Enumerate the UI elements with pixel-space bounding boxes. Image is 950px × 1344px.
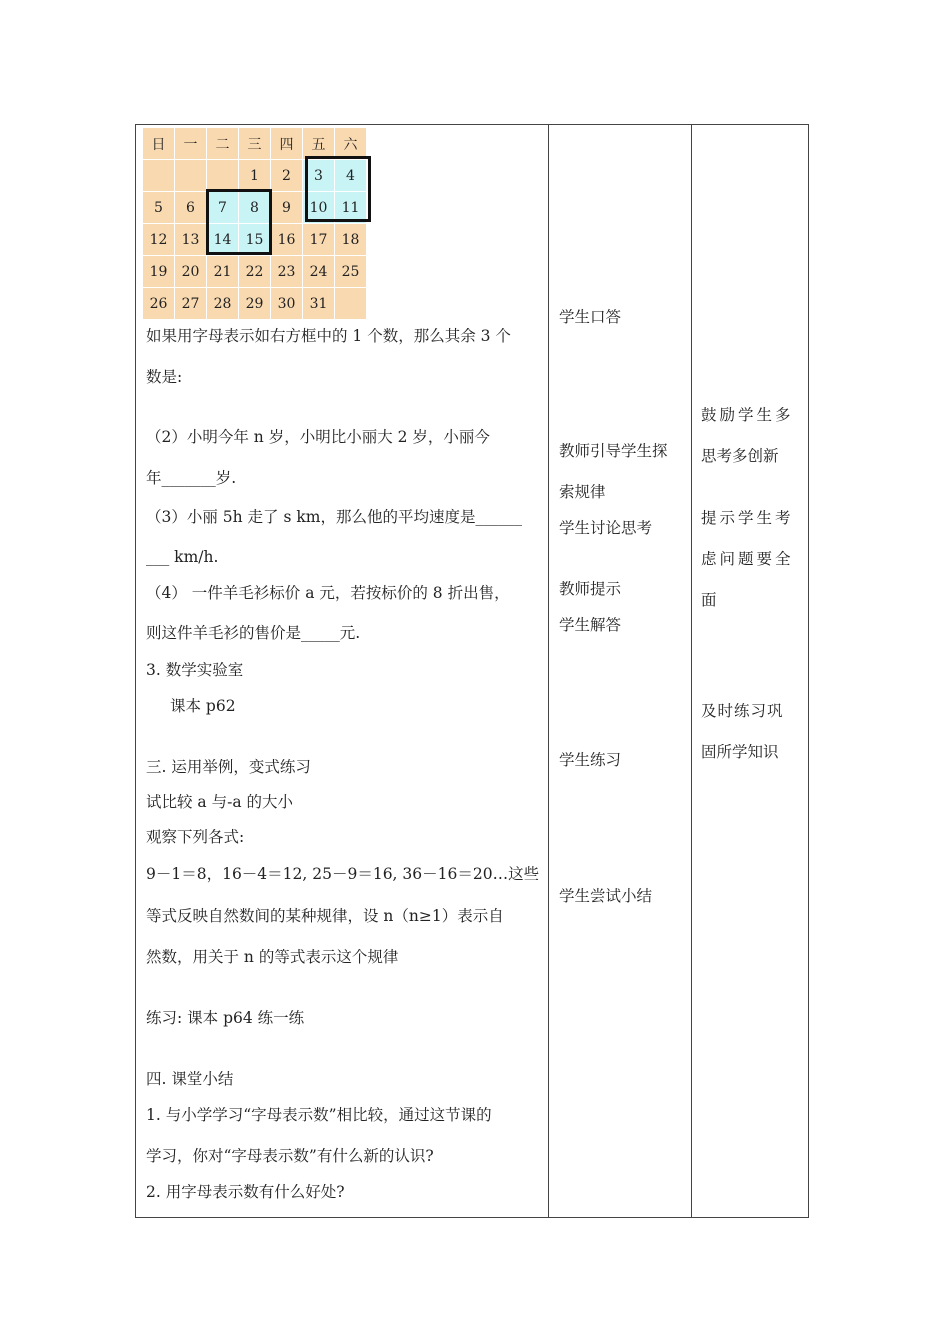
calendar-day bbox=[175, 160, 207, 192]
calendar-day: 19 bbox=[143, 256, 175, 288]
exercise-line: 观察下列各式: bbox=[146, 828, 245, 846]
exercise-line: 等式反映自然数间的某种规律，设 n（n≥1）表示自 bbox=[146, 907, 504, 925]
calendar-day: 5 bbox=[143, 192, 175, 224]
calendar-day: 6 bbox=[175, 192, 207, 224]
exercise-line: 9－1＝8，16－4＝12, 25－9＝16, 36－16＝20…这些 bbox=[146, 865, 540, 883]
calendar-weekday: 一 bbox=[175, 128, 207, 160]
calendar-grid bbox=[142, 127, 367, 320]
section-heading: 三. 运用举例，变式练习 bbox=[146, 758, 311, 776]
student-activity-cell bbox=[549, 125, 692, 1218]
activity-note: 学生解答 bbox=[559, 616, 622, 634]
calendar-week-row bbox=[143, 224, 367, 256]
section-heading: 3. 数学实验室 bbox=[146, 661, 244, 679]
calendar-header-row bbox=[143, 128, 367, 160]
calendar-day-highlighted: 7 bbox=[207, 192, 239, 224]
question-4-line-2: 则这件羊毛衫的售价是_____元. bbox=[146, 624, 361, 642]
activity-note: 教师提示 bbox=[559, 580, 622, 598]
calendar-weekday: 日 bbox=[143, 128, 175, 160]
calendar-day: 21 bbox=[207, 256, 239, 288]
calendar-day: 29 bbox=[239, 288, 271, 320]
calendar-day-highlighted: 10 bbox=[303, 192, 335, 224]
activity-note: 索规律 bbox=[559, 483, 606, 501]
calendar-day-highlighted: 3 bbox=[303, 160, 335, 192]
exercise-line: 试比较 a 与-a 的大小 bbox=[146, 793, 294, 811]
intent-note: 虑问题要全 bbox=[701, 550, 794, 568]
calendar-day-highlighted: 14 bbox=[207, 224, 239, 256]
calendar-day: 25 bbox=[335, 256, 367, 288]
calendar-day: 27 bbox=[175, 288, 207, 320]
calendar-day: 23 bbox=[271, 256, 303, 288]
calendar-day-highlighted: 11 bbox=[335, 192, 367, 224]
calendar-day: 9 bbox=[271, 192, 303, 224]
calendar-day bbox=[143, 160, 175, 192]
activity-note: 教师引导学生探 bbox=[559, 442, 668, 460]
main-content-cell bbox=[136, 125, 549, 1218]
calendar-day: 24 bbox=[303, 256, 335, 288]
calendar-day-highlighted: 8 bbox=[239, 192, 271, 224]
calendar-day: 1 bbox=[239, 160, 271, 192]
calendar-weekday: 五 bbox=[303, 128, 335, 160]
intent-note: 思考多创新 bbox=[701, 447, 779, 465]
calendar-day: 20 bbox=[175, 256, 207, 288]
calendar-week-row bbox=[143, 288, 367, 320]
lesson-plan-table bbox=[135, 124, 809, 1218]
activity-note: 学生练习 bbox=[559, 751, 622, 769]
calendar-day-highlighted: 4 bbox=[335, 160, 367, 192]
calendar-day: 26 bbox=[143, 288, 175, 320]
calendar-week-row bbox=[143, 160, 367, 192]
activity-note: 学生讨论思考 bbox=[559, 519, 653, 537]
intent-note: 固所学知识 bbox=[701, 743, 779, 761]
calendar-weekday: 三 bbox=[239, 128, 271, 160]
calendar-week-row bbox=[143, 192, 367, 224]
question-1-line-2: 数是: bbox=[146, 368, 183, 386]
section-heading: 四. 课堂小结 bbox=[146, 1070, 234, 1088]
question-2-line-1: （2）小明今年 n 岁，小明比小丽大 2 岁，小丽今 bbox=[146, 428, 490, 446]
calendar-day: 12 bbox=[143, 224, 175, 256]
activity-note: 学生尝试小结 bbox=[559, 887, 653, 905]
calendar-weekday: 二 bbox=[207, 128, 239, 160]
calendar-day: 2 bbox=[271, 160, 303, 192]
exercise-line: 然数，用关于 n 的等式表示这个规律 bbox=[146, 948, 399, 966]
textbook-reference: 课本 p62 bbox=[170, 697, 236, 715]
calendar-week-row bbox=[143, 256, 367, 288]
intent-note: 及时练习巩 bbox=[701, 702, 784, 720]
calendar-weekday: 四 bbox=[271, 128, 303, 160]
calendar-day: 18 bbox=[335, 224, 367, 256]
calendar-weekday: 六 bbox=[335, 128, 367, 160]
question-3-line-1: （3）小丽 5h 走了 s km，那么他的平均速度是______ bbox=[146, 508, 522, 526]
summary-question: 2. 用字母表示数有什么好处? bbox=[146, 1183, 345, 1201]
calendar-day: 22 bbox=[239, 256, 271, 288]
intent-note: 鼓励学生多 bbox=[701, 406, 794, 424]
summary-question: 学习，你对“字母表示数”有什么新的认识? bbox=[146, 1147, 434, 1165]
question-4-line-1: （4） 一件羊毛衫标价 a 元，若按标价的 8 折出售， bbox=[146, 584, 510, 602]
intent-note: 面 bbox=[701, 591, 720, 609]
calendar-day: 13 bbox=[175, 224, 207, 256]
activity-note: 学生口答 bbox=[559, 308, 622, 326]
practice-line: 练习: 课本 p64 练一练 bbox=[146, 1009, 305, 1027]
calendar-day bbox=[335, 288, 367, 320]
calendar-day: 16 bbox=[271, 224, 303, 256]
calendar-day: 28 bbox=[207, 288, 239, 320]
design-intent-cell bbox=[692, 125, 809, 1218]
calendar-day: 17 bbox=[303, 224, 335, 256]
calendar-day bbox=[207, 160, 239, 192]
intent-note: 提示学生考 bbox=[701, 509, 794, 527]
question-1-line-1: 如果用字母表示如右方框中的 1 个数，那么其余 3 个 bbox=[146, 327, 511, 345]
calendar-day: 31 bbox=[303, 288, 335, 320]
question-2-line-2: 年_______岁. bbox=[146, 469, 237, 487]
calendar-day: 30 bbox=[271, 288, 303, 320]
calendar-day-highlighted: 15 bbox=[239, 224, 271, 256]
question-3-line-2: ___ km/h. bbox=[146, 548, 219, 566]
summary-question: 1. 与小学学习“字母表示数”相比较，通过这节课的 bbox=[146, 1106, 492, 1124]
